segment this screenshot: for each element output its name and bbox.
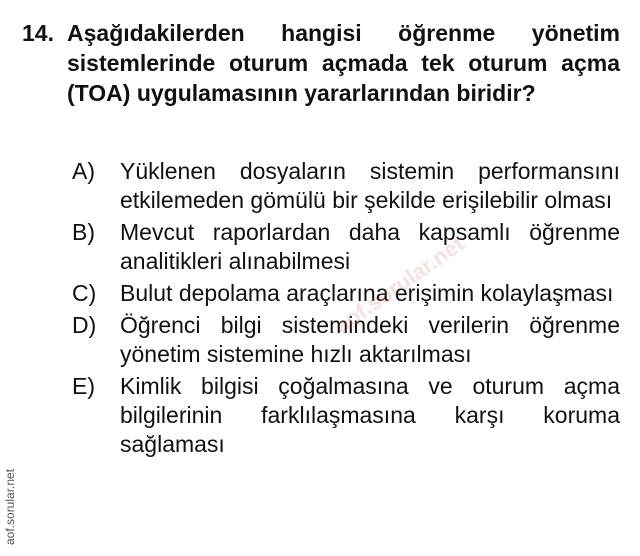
option-text: Yüklenen dosyaların sistemin performansını etkilemeden gömülü bir şekilde erişilebilir olması bbox=[120, 158, 620, 213]
option-e[interactable] bbox=[72, 372, 620, 459]
diagonal-watermark: aof.sorular.net bbox=[330, 231, 469, 339]
option-letter: A) bbox=[72, 158, 95, 184]
option-text: Mevcut raporlardan daha kapsamlı öğrenme analitikleri alınabilmesi bbox=[120, 219, 620, 274]
side-watermark: aof.sorular.net bbox=[3, 468, 17, 545]
option-letter: C) bbox=[72, 280, 97, 306]
answer-options bbox=[72, 157, 620, 462]
option-letter: B) bbox=[72, 219, 95, 245]
question-text: Aşağıdakilerden hangisi öğrenme yönetim sistemlerinde oturum açmada tek oturum açma (TOA) uygulamasının yararlarından biridir? bbox=[67, 20, 620, 106]
option-d[interactable] bbox=[72, 311, 620, 369]
question-number: 14. bbox=[22, 20, 54, 46]
option-text: Öğrenci bilgi sistemindeki verilerin öğrenme yönetim sistemine hızlı aktarılması bbox=[120, 312, 620, 367]
option-letter: E) bbox=[72, 373, 95, 399]
option-text: Kimlik bilgisi çoğalmasına ve oturum açma bilgilerinin farklılaşmasına karşı koruma sağlaması bbox=[120, 373, 620, 457]
option-a[interactable] bbox=[72, 157, 620, 215]
option-text: Bulut depolama araçlarına erişimin kolaylaşması bbox=[120, 280, 614, 306]
option-letter: D) bbox=[72, 312, 97, 338]
option-b[interactable] bbox=[72, 218, 620, 276]
option-c[interactable] bbox=[72, 279, 620, 308]
